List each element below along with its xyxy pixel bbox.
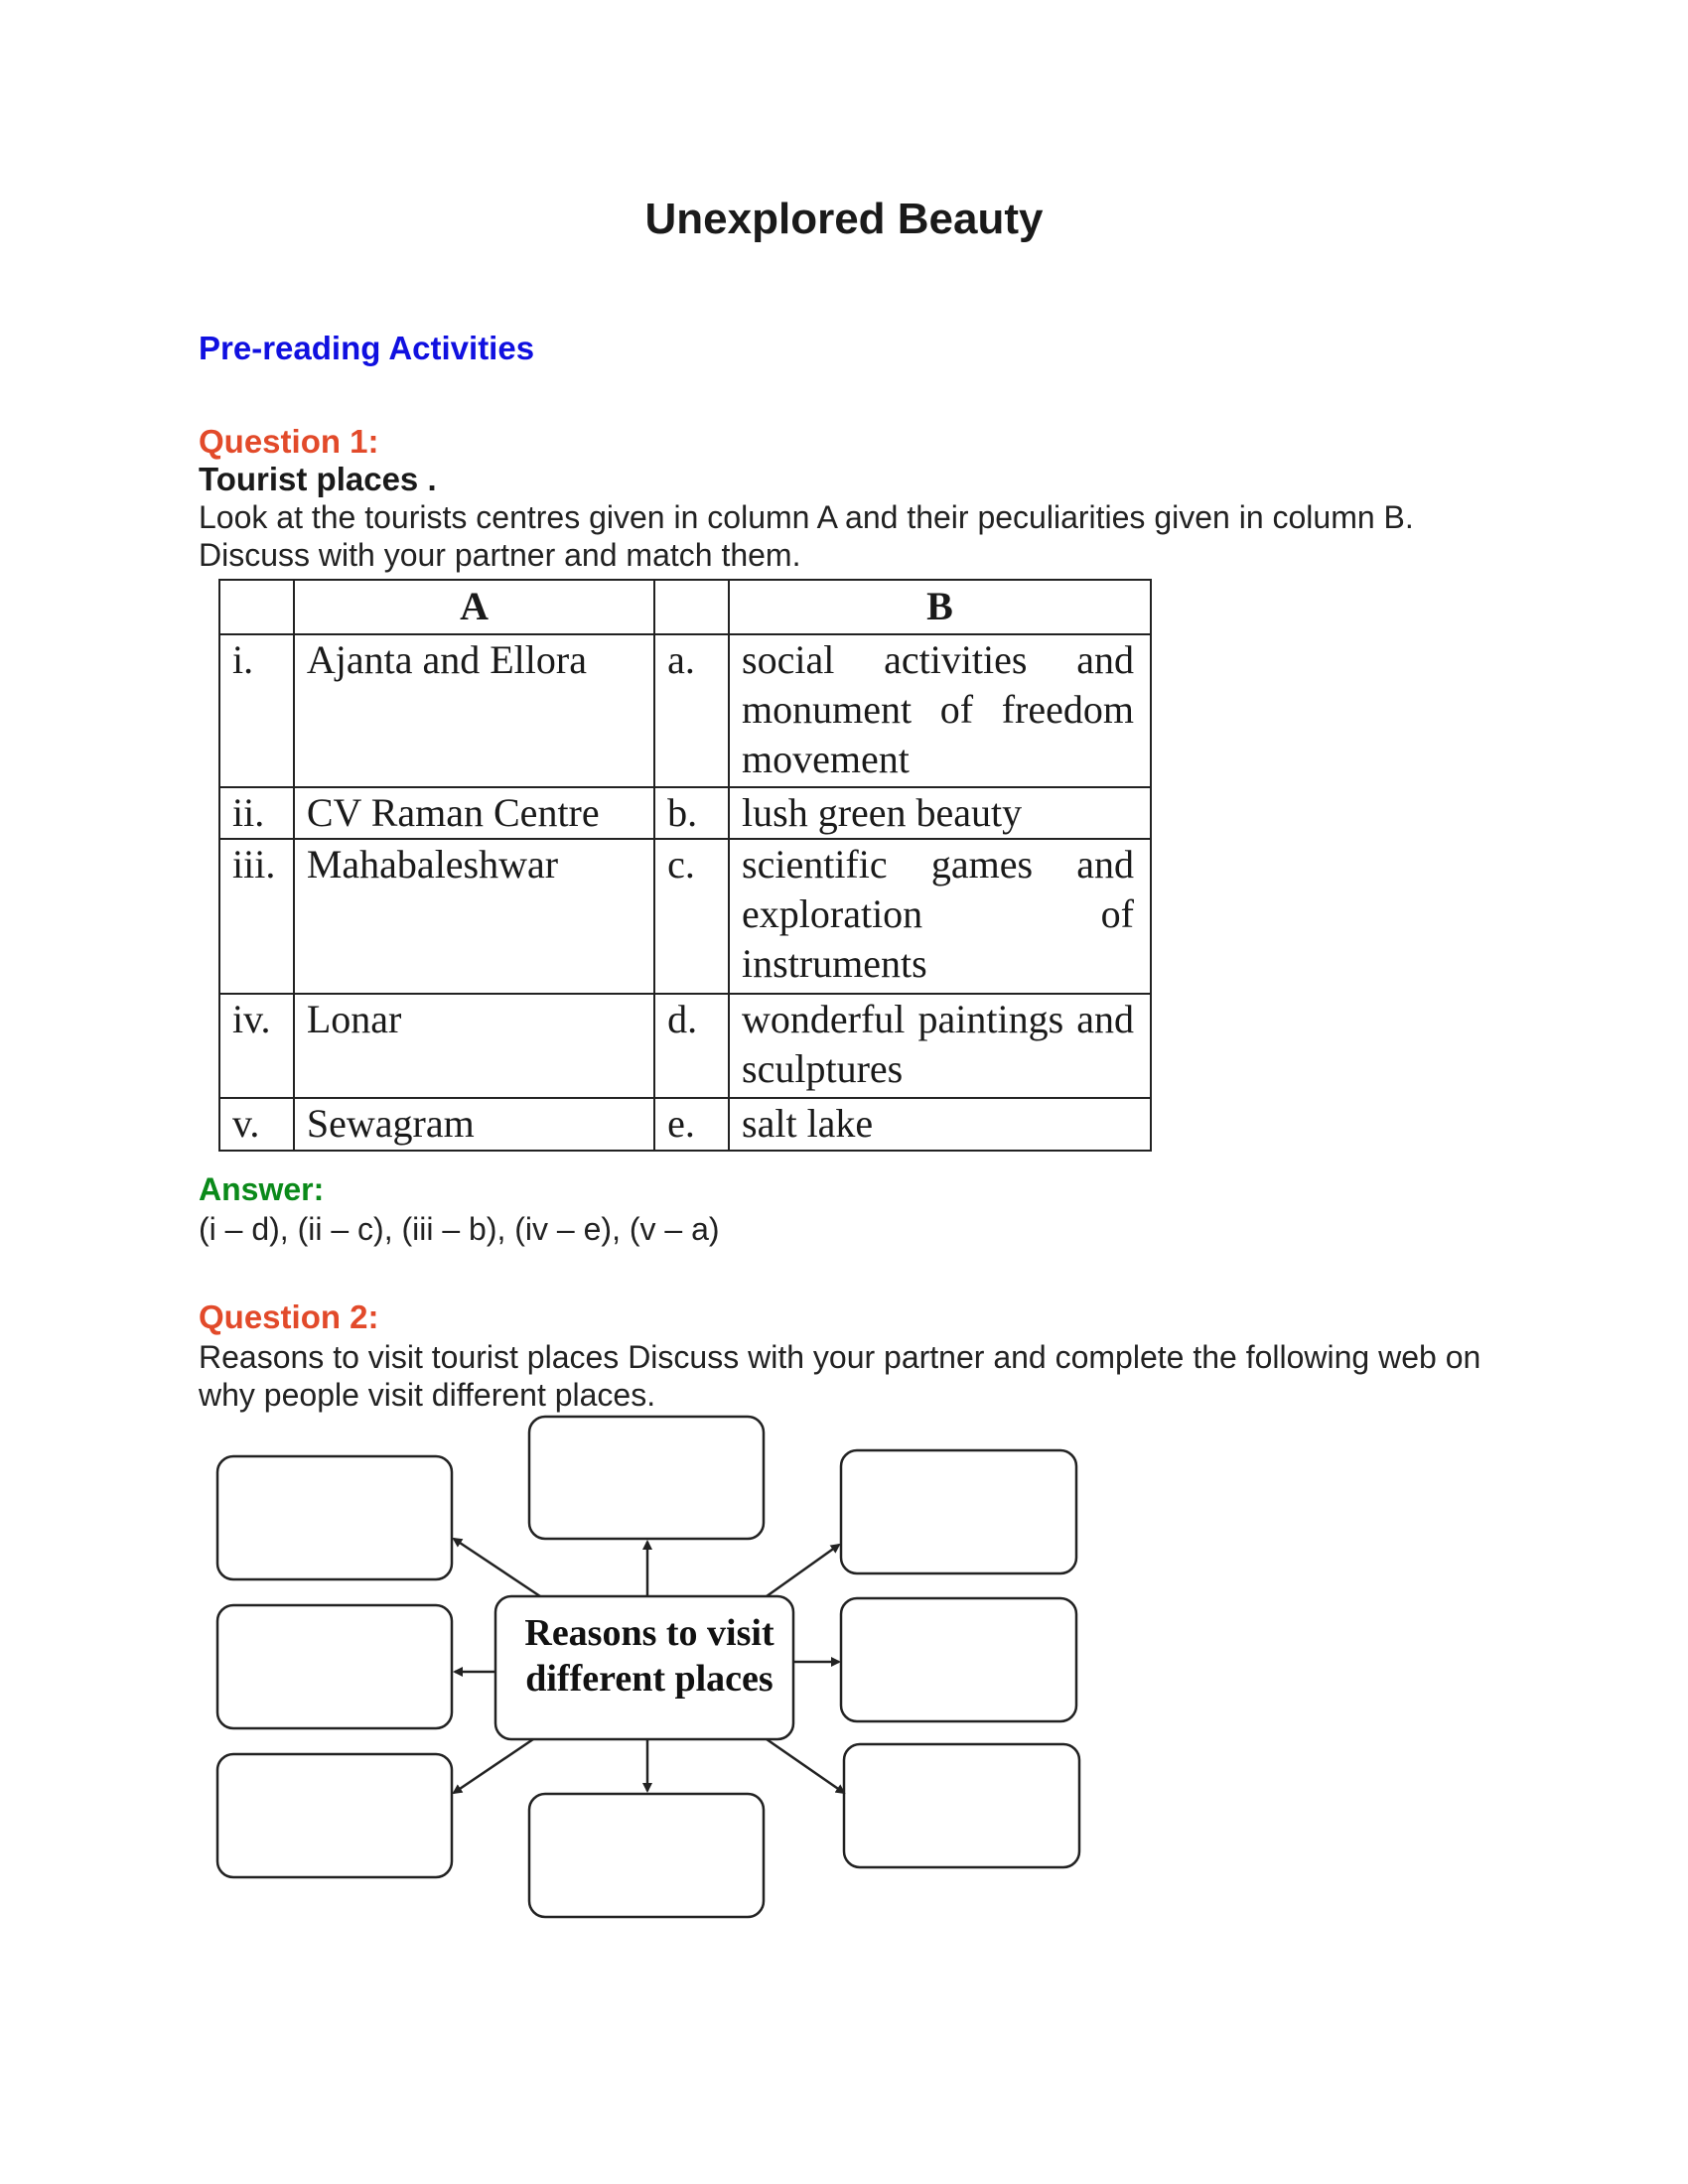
row-number: i. (219, 634, 294, 787)
question-2-text: Reasons to visit tourist places Discuss with your partner and complete the following web on why people visit different places. (199, 1339, 1481, 1413)
answer-heading: Answer: (199, 1171, 325, 1207)
header-blank-num (219, 580, 294, 634)
question-1-heading: Question 1: (199, 423, 379, 460)
web-blank-box-bottom[interactable] (529, 1794, 764, 1917)
column-b-cell: lush green beauty (729, 787, 1151, 840)
column-a-cell: Ajanta and Ellora (294, 634, 654, 787)
row-letter: d. (654, 994, 729, 1098)
table-row (219, 634, 1151, 787)
section-heading: Pre-reading Activities (199, 330, 535, 366)
header-column-a: A (294, 580, 654, 634)
row-number: ii. (219, 787, 294, 840)
column-b-cell: scientific games and exploration of instruments (729, 839, 1151, 994)
question-2-heading: Question 2: (199, 1298, 379, 1335)
arrow-to-bottom-right (767, 1739, 844, 1793)
row-number: iv. (219, 994, 294, 1098)
row-letter: a. (654, 634, 729, 787)
web-center-line-1: Reasons to visit (524, 1612, 774, 1654)
arrow-to-top-right (767, 1545, 839, 1596)
table-header-row (219, 580, 1151, 634)
row-letter: c. (654, 839, 729, 994)
header-blank-letter (654, 580, 729, 634)
column-a-cell: CV Raman Centre (294, 787, 654, 840)
table-row (219, 839, 1151, 994)
table-row (219, 994, 1151, 1098)
row-number: iii. (219, 839, 294, 994)
question-1-subheading: Tourist places . (199, 461, 437, 497)
web-blank-box-bottom-right[interactable] (844, 1744, 1079, 1867)
column-b-cell: wonderful paintings and sculptures (729, 994, 1151, 1098)
answer-text: (i – d), (ii – c), (iii – b), (iv – e), (v – a) (199, 1211, 720, 1247)
web-center-line-2: different places (525, 1658, 774, 1700)
web-blank-box-left[interactable] (217, 1605, 452, 1728)
row-letter: e. (654, 1098, 729, 1151)
match-table (218, 579, 1152, 1152)
row-number: v. (219, 1098, 294, 1151)
column-b-cell: salt lake (729, 1098, 1151, 1151)
row-letter: b. (654, 787, 729, 840)
table-row (219, 787, 1151, 840)
column-b-cell: social activities and monument of freedom movement (729, 634, 1151, 787)
web-blank-box-bottom-left[interactable] (217, 1754, 452, 1877)
page-title: Unexplored Beauty (644, 195, 1044, 243)
column-a-cell: Mahabaleshwar (294, 839, 654, 994)
web-blank-box-top[interactable] (529, 1417, 764, 1539)
web-blank-box-right[interactable] (841, 1598, 1076, 1721)
column-a-cell: Sewagram (294, 1098, 654, 1151)
web-center-label (500, 1610, 798, 1702)
web-blank-box-top-right[interactable] (841, 1450, 1076, 1573)
web-blank-box-top-left[interactable] (217, 1456, 452, 1579)
arrow-to-bottom-left (454, 1739, 533, 1793)
header-column-b: B (729, 580, 1151, 634)
table-row (219, 1098, 1151, 1151)
column-a-cell: Lonar (294, 994, 654, 1098)
arrow-to-top-left (454, 1539, 540, 1596)
question-1-text: Look at the tourists centres given in column A and their peculiarities given in column B. Discuss with your partner and match them. (199, 499, 1414, 573)
